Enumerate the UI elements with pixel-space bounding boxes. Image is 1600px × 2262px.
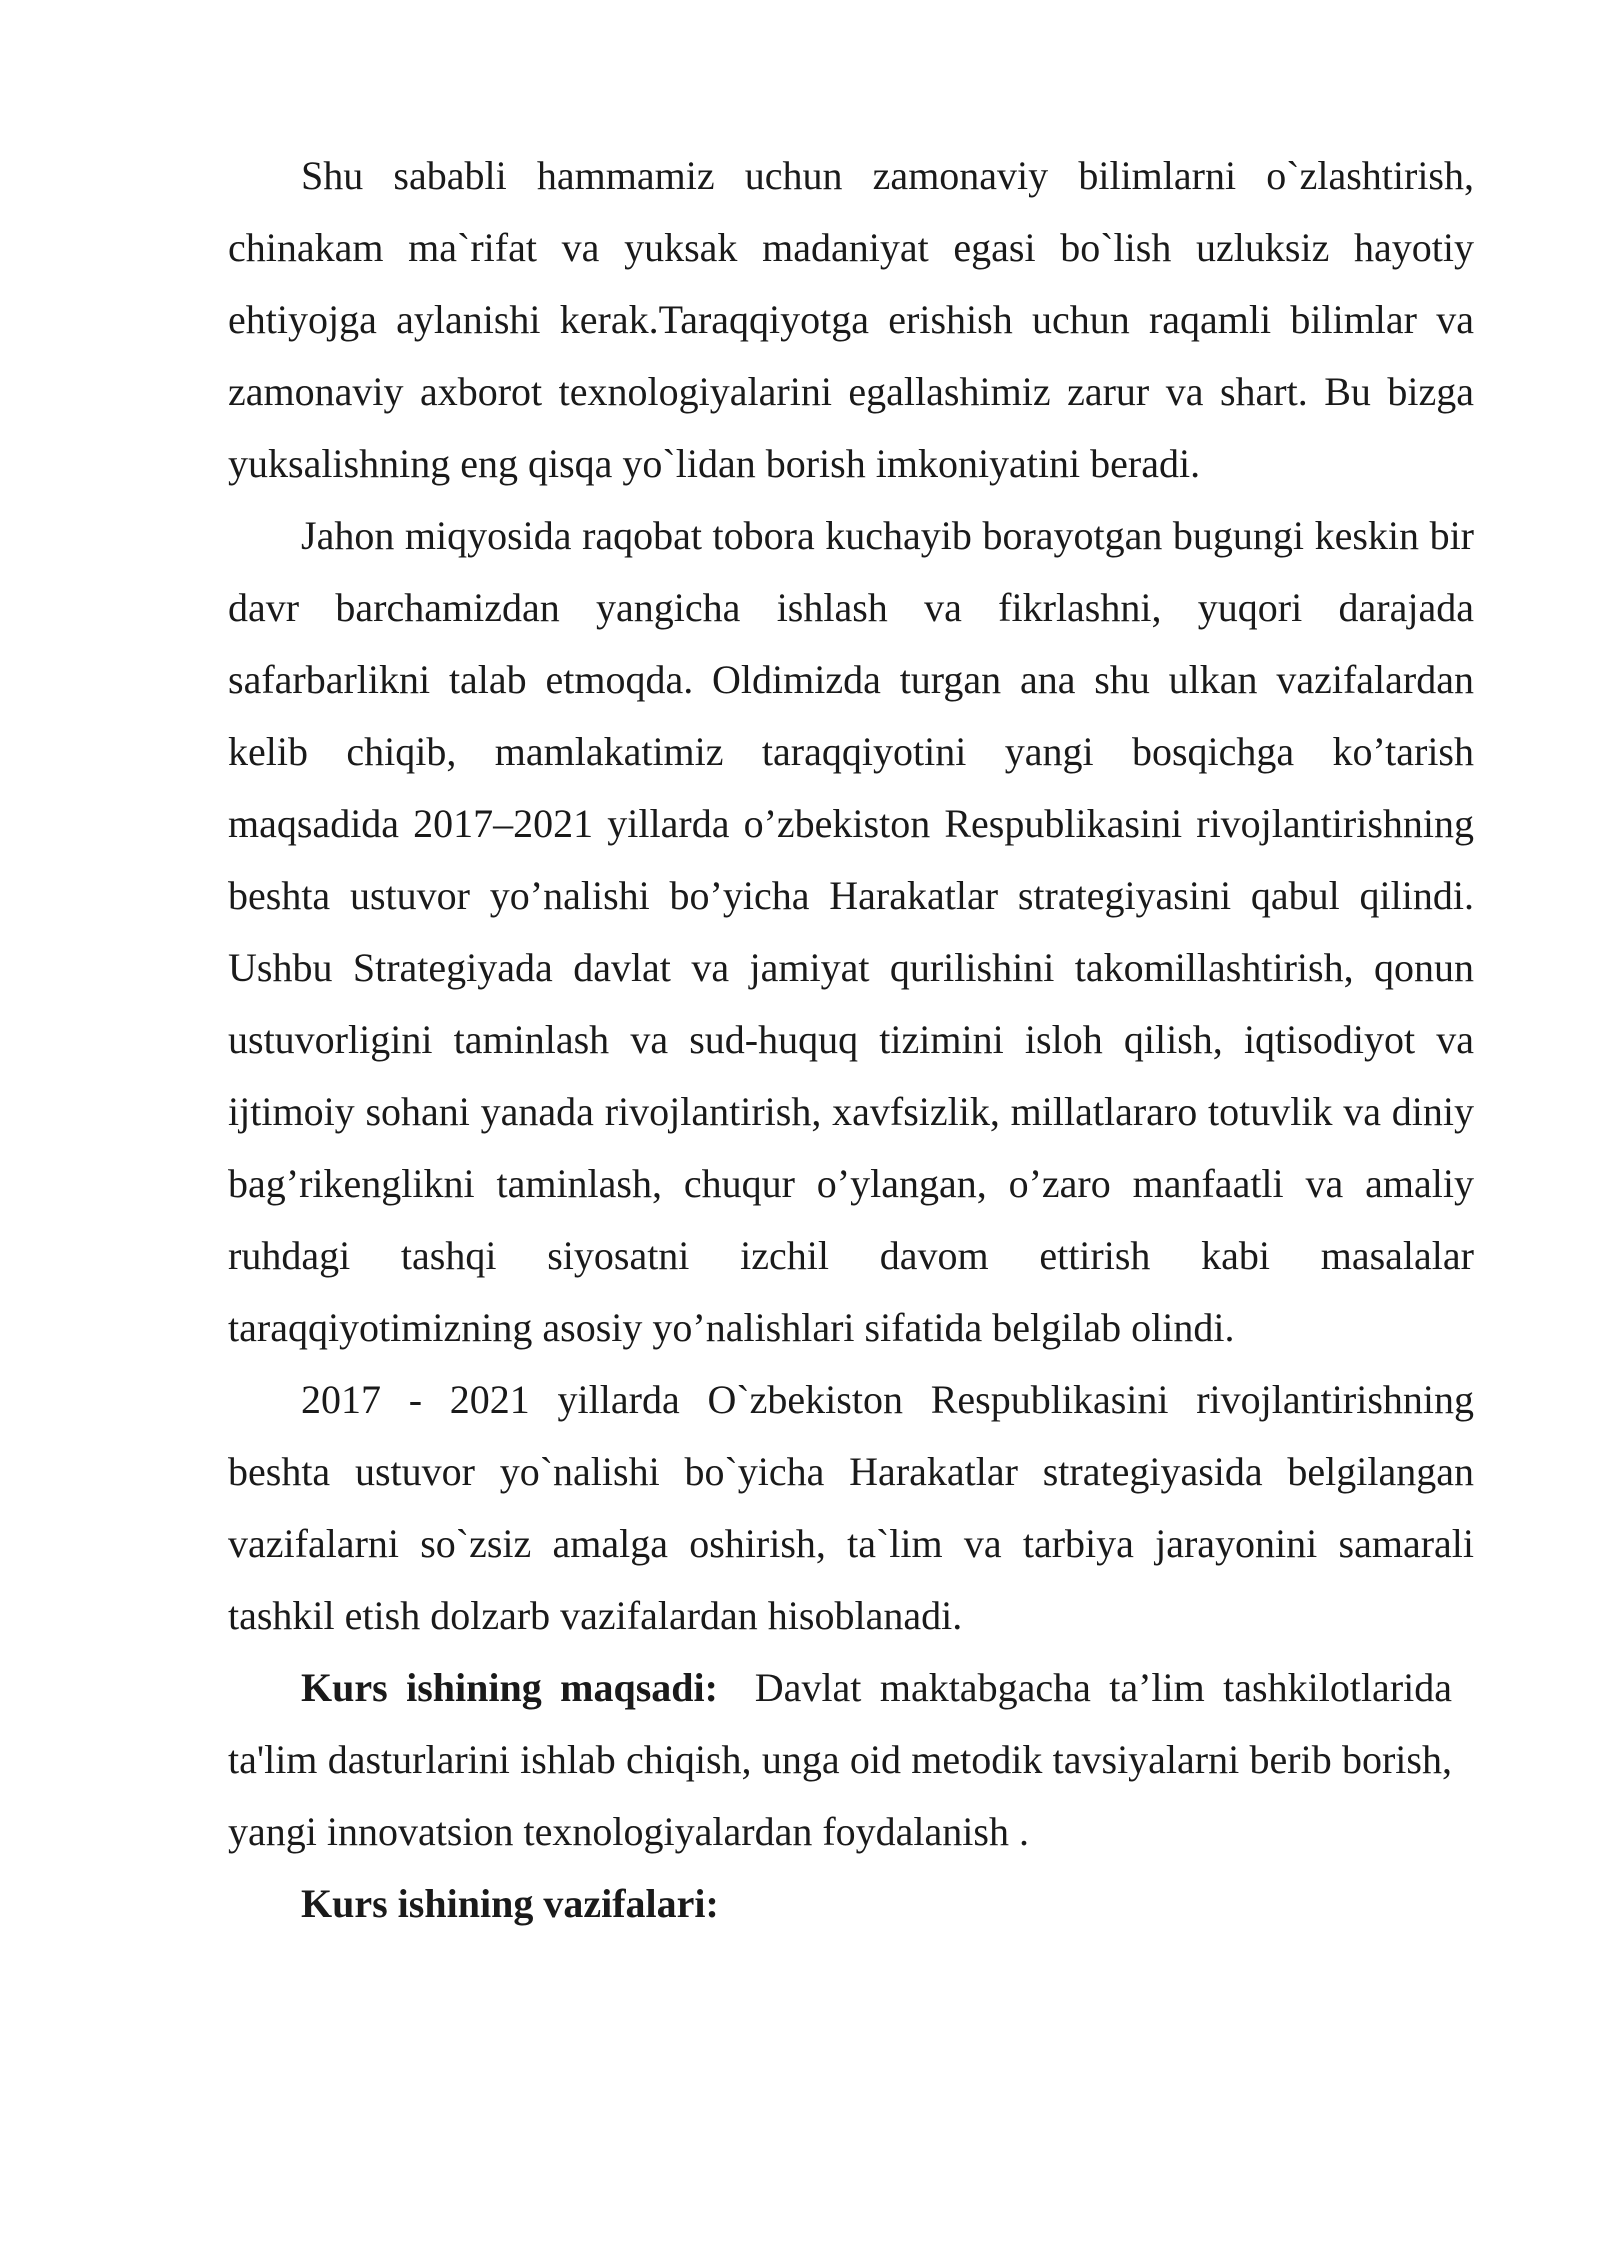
- document-page: [228, 140, 1474, 1940]
- goal-text: Davlat maktabgacha ta’lim tashkilotlarida ta'lim dasturlarini ishlab chiqish, unga oid metodik tavsiyalarni berib borish, yangi innovatsion texnologiyalardan foydalanish .: [228, 1665, 1453, 1854]
- goal-label: Kurs ishining maqsadi:: [301, 1665, 718, 1710]
- goal-paragraph: [228, 1652, 1474, 1868]
- tasks-heading: Kurs ishining vazifalari:: [301, 1881, 719, 1926]
- paragraph-1: Shu sababli hammamiz uchun zamonaviy bilimlarni o`zlashtirish, chinakam ma`rifat va yuksak madaniyat egasi bo`lish uzluksiz hayotiy ehtiyojga aylanishi kerak.Taraqqiyotga erishish uchun raqamli bilimlar va zamonaviy axborot texnologiyalarini egallashimiz zarur va shart. Bu bizga yuksalishning eng qisqa yo`lidan borish imkoniyatini beradi.: [228, 153, 1474, 486]
- paragraph-2: Jahon miqyosida raqobat tobora kuchayib borayotgan bugungi keskin bir davr barchamizdan yangicha ishlash va fikrlashni, yuqori darajada safarbarlikni talab etmoqda. Oldimizda turgan ana shu ulkan vazifalardan kelib chiqib, mamlakatimiz taraqqiyotini yangi bosqichga ko’tarish maqsadida 2017–2021 yillarda o’zbekiston Respublikasini rivojlantirishning beshta ustuvor yo’nalishi bo’yicha Harakatlar strategiyasini qabul qilindi. Ushbu Strategiyada davlat va jamiyat qurilishini takomillashtirish, qonun ustuvorligini taminlash va sud-huquq tizimini isloh qilish, iqtisodiyot va ijtimoiy sohani yanada rivojlantirish, xavfsizlik, millatlararo totuvlik va diniy bag’rikenglikni taminlash, chuqur o’ylangan, o’zaro manfaatli va amaliy ruhdagi tashqi siyosatni izchil davom ettirish kabi masalalar taraqqiyotimizning asosiy yo’nalishlari sifatida belgilab olindi.: [228, 513, 1474, 1350]
- paragraph-3: 2017 - 2021 yillarda O`zbekiston Respublikasini rivojlantirishning beshta ustuvor yo`nalishi bo`yicha Harakatlar strategiyasida belgilangan vazifalarni so`zsiz amalga oshirish, ta`lim va tarbiya jarayonini samarali tashkil etish dolzarb vazifalardan hisoblanadi.: [228, 1377, 1474, 1638]
